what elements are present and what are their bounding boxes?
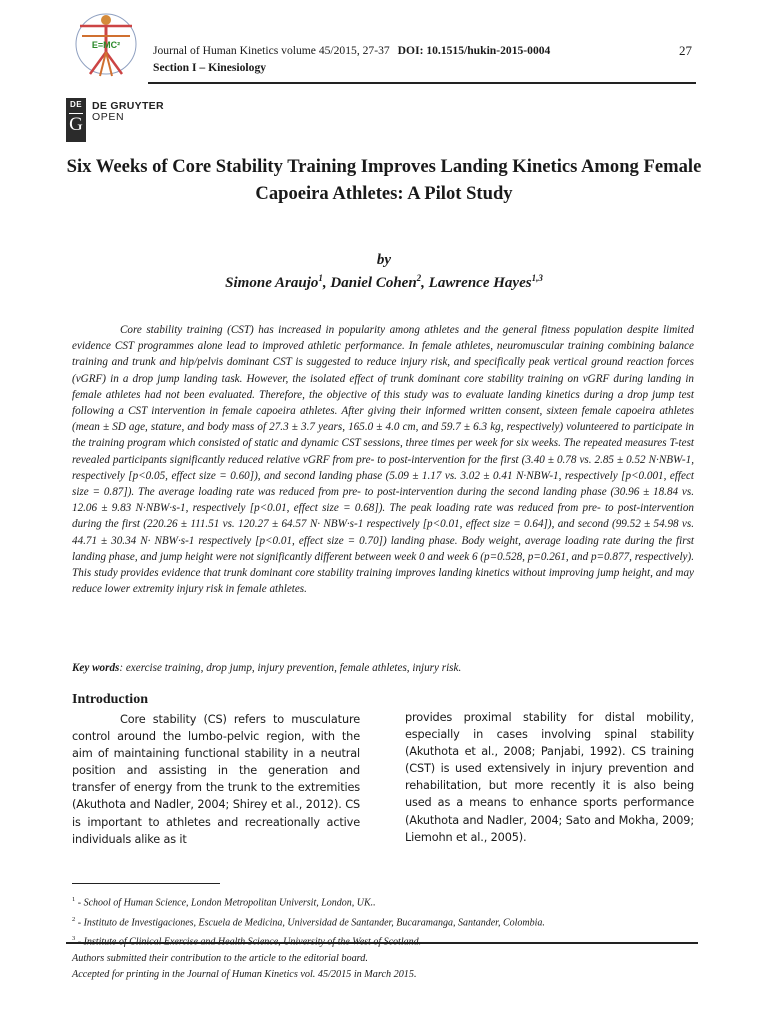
section-label: Section I – Kinesiology [153, 61, 267, 74]
author-affiliation: 1 [318, 273, 323, 283]
doi[interactable]: DOI: 10.1515/hukin-2015-0004 [397, 44, 551, 57]
section-heading-introduction: Introduction [72, 692, 148, 707]
footnote-number: 3 [72, 935, 76, 943]
footnote-text: - School of Human Science, London Metropolitan Universit, London, UK.. [75, 897, 376, 909]
publisher-logo-de: DE [69, 100, 83, 109]
intro-paragraph-right: provides proximal stability for distal mobility, especially in cases involving spinal stability (Akuthota et al., 2008; Panjabi, 1992). CS training (CST) is used extensively in injury prevention and rehabilitation, but more recently it is also being used as a means to enhance sports performance (Akuthota and Nadler, 2004; Sato and Mokha, 2009; Liemohn et al., 2005). [405, 711, 694, 844]
keywords-list: : exercise training, drop jump, injury prevention, female athletes, injury risk. [119, 662, 462, 674]
publisher-line1: DE GRUYTER [92, 100, 164, 112]
intro-paragraph-left: Core stability (CS) refers to musculature control around the lumbo-pelvic region, with the aim of maintaining functional stability in a neutral position and assisting in the generation and transfer of energy from the trunk to the extremities (Akuthota and Nadler, 2004; Shirey et al., 2012). CS is important to athletes and recreationally active individuals alike as it [72, 713, 360, 846]
editorial-notes [72, 951, 694, 983]
publisher-logo-g: G [69, 114, 83, 135]
footnote [72, 892, 694, 912]
author-name: Lawrence Hayes [428, 275, 532, 291]
footnote-text: - Instituto de Investigaciones, Escuela de Medicina, Universidad de Santander, Bucaramanga, Santander, Colombia. [75, 917, 545, 929]
publisher-logo [66, 98, 86, 142]
abstract: Core stability training (CST) has increased in popularity among athletes and the general fitness population despite limited evidence CST programmes alone lead to improved athletic performance. In female athletes, neuromuscular training combining balance training and trunk and hip/pelvis dominant CST is suggested to reduce injury risk, and specifically peak vertical ground reaction forces (vGRF) in a drop jump landing task. However, the isolated effect of trunk dominant core stability training on vGRF during landing in female athletes had not been evaluated. Therefore, the objective of this study was to evaluate landing kinetics during a drop jump test following a CST intervention in female capoeira athletes. After giving their informed written consent, sixteen female capoeira athletes (mean ± SD age, stature, and body mass of 27.3 ± 3.7 years, 165.0 ± 4.0 cm, and 59.7 ± 6.3 kg, respectively) volunteered to participate in the training program which consisted of static and dynamic CST sessions, three times per week for six weeks. The repeated measures T-test revealed participants significantly reduced relative vGRF from pre- to post-intervention for the first (3.40 ± 0.78 vs. 2.85 ± 0.52 N·NBW-1, respectively [p<0.05, effect size = 0.60]), and second landing phase (5.09 ± 1.17 vs. 3.02 ± 0.41 N·NBW-1, respectively [p<0.001, effect size = 0.87]). The average loading rate was reduced from pre- to post-intervention during the second landing phase (30.96 ± 18.84 vs. 12.06 ± 9.83 N·NBW·s-1, respectively [p<0.01, effect size = 0.68]). The peak loading rate was reduced from pre- to post-intervention during the first (220.26 ± 111.51 vs. 120.27 ± 64.57 N· NBW·s-1 respectively [p<0.01, effect size = 0.64]), and second (99.52 ± 54.98 vs. 44.71 ± 30.34 N· NBW·s-1 respectively [p<0.01, effect size = 0.70]) landing phase. Body weight, average loading rate during the first landing phase, and jump height were not significantly different between week 0 and week 6 (p=0.528, p=0.261, and p=0.877, respectively). This study provides evidence that trunk dominant core stability training improves landing kinetics without improving jump height, and may reduce lower extremity injury risk in female athletes. [72, 324, 694, 596]
journal-logo [66, 8, 146, 80]
journal-name: Journal of Human Kinetics volume 45/2015, 27-37 [153, 44, 390, 57]
author-affiliation: 1,3 [531, 273, 543, 283]
footnote [72, 912, 694, 932]
author-name: Simone Araujo [225, 275, 319, 291]
footnote-number: 2 [72, 915, 76, 923]
author-list: Simone Araujo$^1$, Daniel Cohen$^2$, Lawrence Hayes$^{1,3}$ [225, 273, 543, 291]
keywords [72, 660, 694, 676]
article-title: Six Weeks of Core Stability Training Improves Landing Kinetics Among Female Capoeira Athletes: A Pilot Study [66, 156, 702, 204]
logo-text: E=MC² [91, 40, 121, 50]
author-name: Daniel Cohen [330, 275, 417, 291]
keywords-label: Key words [72, 662, 120, 674]
author-affiliation: 2 [416, 273, 422, 283]
publisher-name [92, 101, 164, 123]
header-divider [148, 82, 696, 84]
page-number: 27 [679, 43, 692, 58]
publisher-line2: OPEN [92, 111, 125, 123]
footnote-number: 1 [72, 896, 76, 903]
editorial-note: Accepted for printing in the Journal of Human Kinetics vol. 45/2015 in March 2015. [72, 968, 417, 980]
editorial-note: Authors submitted their contribution to the article to the editorial board. [72, 953, 368, 964]
footnote-text: - Institute of Clinical Exercise and Health Science, University of the West of Scotland. [75, 936, 422, 948]
bottom-divider [66, 942, 698, 944]
footnote-divider [72, 883, 220, 884]
journal-citation [153, 44, 550, 57]
byline-by: by [376, 252, 392, 268]
